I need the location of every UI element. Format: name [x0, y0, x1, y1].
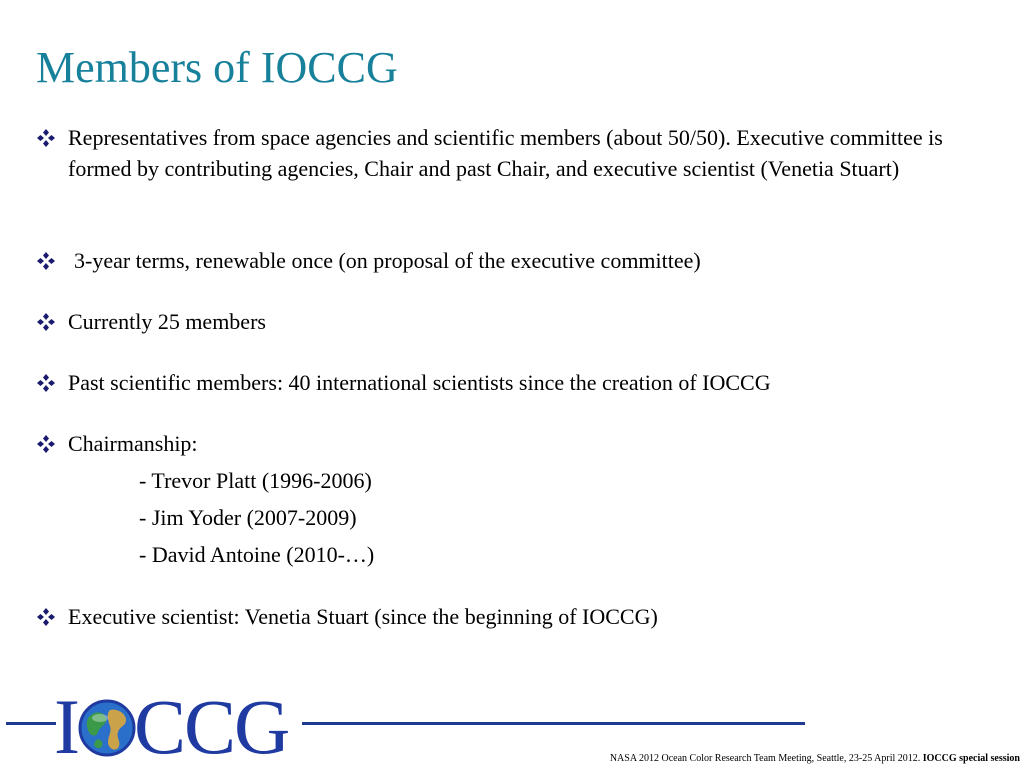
footer-rule-right — [302, 722, 805, 725]
footer-rule-left — [6, 722, 56, 725]
diamond-quad-icon — [36, 601, 68, 632]
bullet-item — [36, 245, 976, 276]
diamond-quad-icon — [36, 122, 68, 153]
bullet-item — [36, 367, 976, 398]
logo-letter: C — [184, 683, 235, 770]
logo-letter: G — [234, 683, 289, 770]
footer-caption — [610, 752, 1020, 766]
bullet-item — [36, 122, 976, 184]
chair-item: - Trevor Platt (1996-2006) — [139, 468, 372, 493]
diamond-quad-icon — [36, 245, 68, 276]
bullet-text: Currently 25 members — [68, 309, 266, 334]
diamond-quad-icon — [36, 428, 68, 459]
diamond-quad-icon — [36, 306, 68, 337]
ioccg-logo — [54, 683, 289, 770]
logo-letter: I — [54, 683, 78, 770]
bullet-text: Representatives from space agencies and scientific members (about 50/50). Executive committee is formed by contributing agencies, Chair and past Chair, and executive scientist (Venetia Stuart) — [68, 125, 943, 181]
bullet-item — [36, 428, 976, 459]
slide-title: Members of IOCCG — [36, 43, 398, 92]
globe-icon — [76, 696, 138, 758]
diamond-quad-icon — [36, 367, 68, 398]
bullet-item — [36, 601, 976, 632]
bullet-text: Chairmanship: — [68, 431, 198, 456]
bullet-text: Executive scientist: Venetia Stuart (since the beginning of IOCCG) — [68, 604, 658, 629]
chair-item: - David Antoine (2010-…) — [139, 542, 375, 567]
footer-session: IOCCG special session — [922, 753, 1020, 764]
footer-event: NASA 2012 Ocean Color Research Team Meeting, Seattle, 23-25 April 2012. — [609, 753, 921, 764]
logo-letter: C — [133, 683, 185, 770]
chair-item: - Jim Yoder (2007-2009) — [139, 505, 357, 530]
bullet-text: Past scientific members: 40 international scientists since the creation of IOCCG — [68, 370, 771, 395]
bullet-item — [36, 306, 976, 337]
bullet-text: 3-year terms, renewable once (on proposal of the executive committee) — [74, 248, 701, 273]
